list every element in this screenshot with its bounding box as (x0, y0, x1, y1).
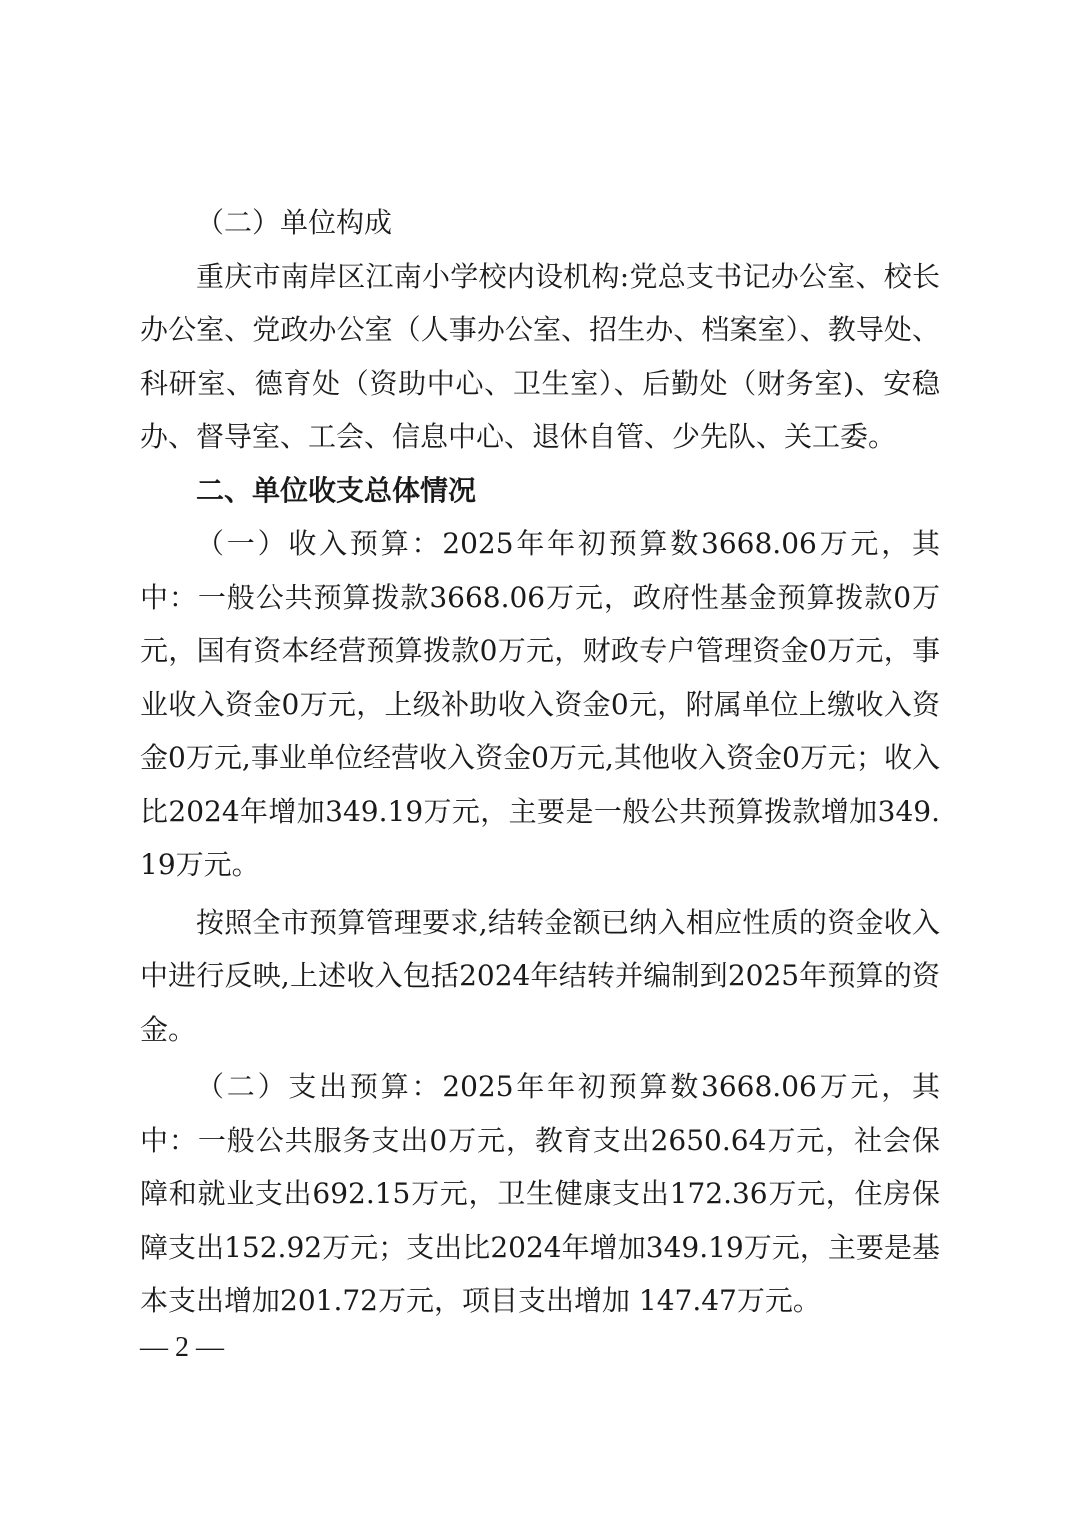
heading-overall-income-expenditure: 二、单位收支总体情况 (196, 473, 477, 507)
unit-composition-paragraph: 重庆市南岸区江南小学校内设机构:党总支书记办公室、校长办公室、党政办公室（人事办公室、招生办、档案室）、教导处、科研室、德育处（资助中心、卫生室）、后勤处（财务室)、安稳办、督导室、工会、信息中心、退休自管、少先队、关工委。 (140, 259, 940, 453)
carryover-note-paragraph: 按照全市预算管理要求,结转金额已纳入相应性质的资金收入中进行反映,上述收入包括2024年结转并编制到2025年预算的资金。 (140, 905, 940, 1046)
heading-unit-composition: （二）单位构成 (196, 206, 393, 239)
expenditure-budget-paragraph: （二）支出预算：2025年年初预算数3668.06万元，其中：一般公共服务支出0万元，教育支出2650.64万元，社会保障和就业支出692.15万元，卫生健康支出172.36万元，住房保障支出152.92万元；支出比2024年增加349.19万元，主要是基本支出增加201.72万元，项目支出增加 147.47万元。 (140, 1070, 940, 1317)
income-budget-paragraph: （一）收入预算：2025年年初预算数3668.06万元，其中：一般公共预算拨款3668.06万元，政府性基金预算拨款0万元，国有资本经营预算拨款0万元，财政专户管理资金0万元，事业收入资金0万元，上级补助收入资金0元，附属单位上缴收入资金0万元,事业单位经营收入资金0万元,其他收入资金0万元；收入比2024年增加349.19万元，主要是一般公共预算拨款增加349.19万元。 (140, 527, 940, 881)
page-number: — 2 — (140, 1332, 224, 1363)
document-body (140, 196, 940, 1328)
